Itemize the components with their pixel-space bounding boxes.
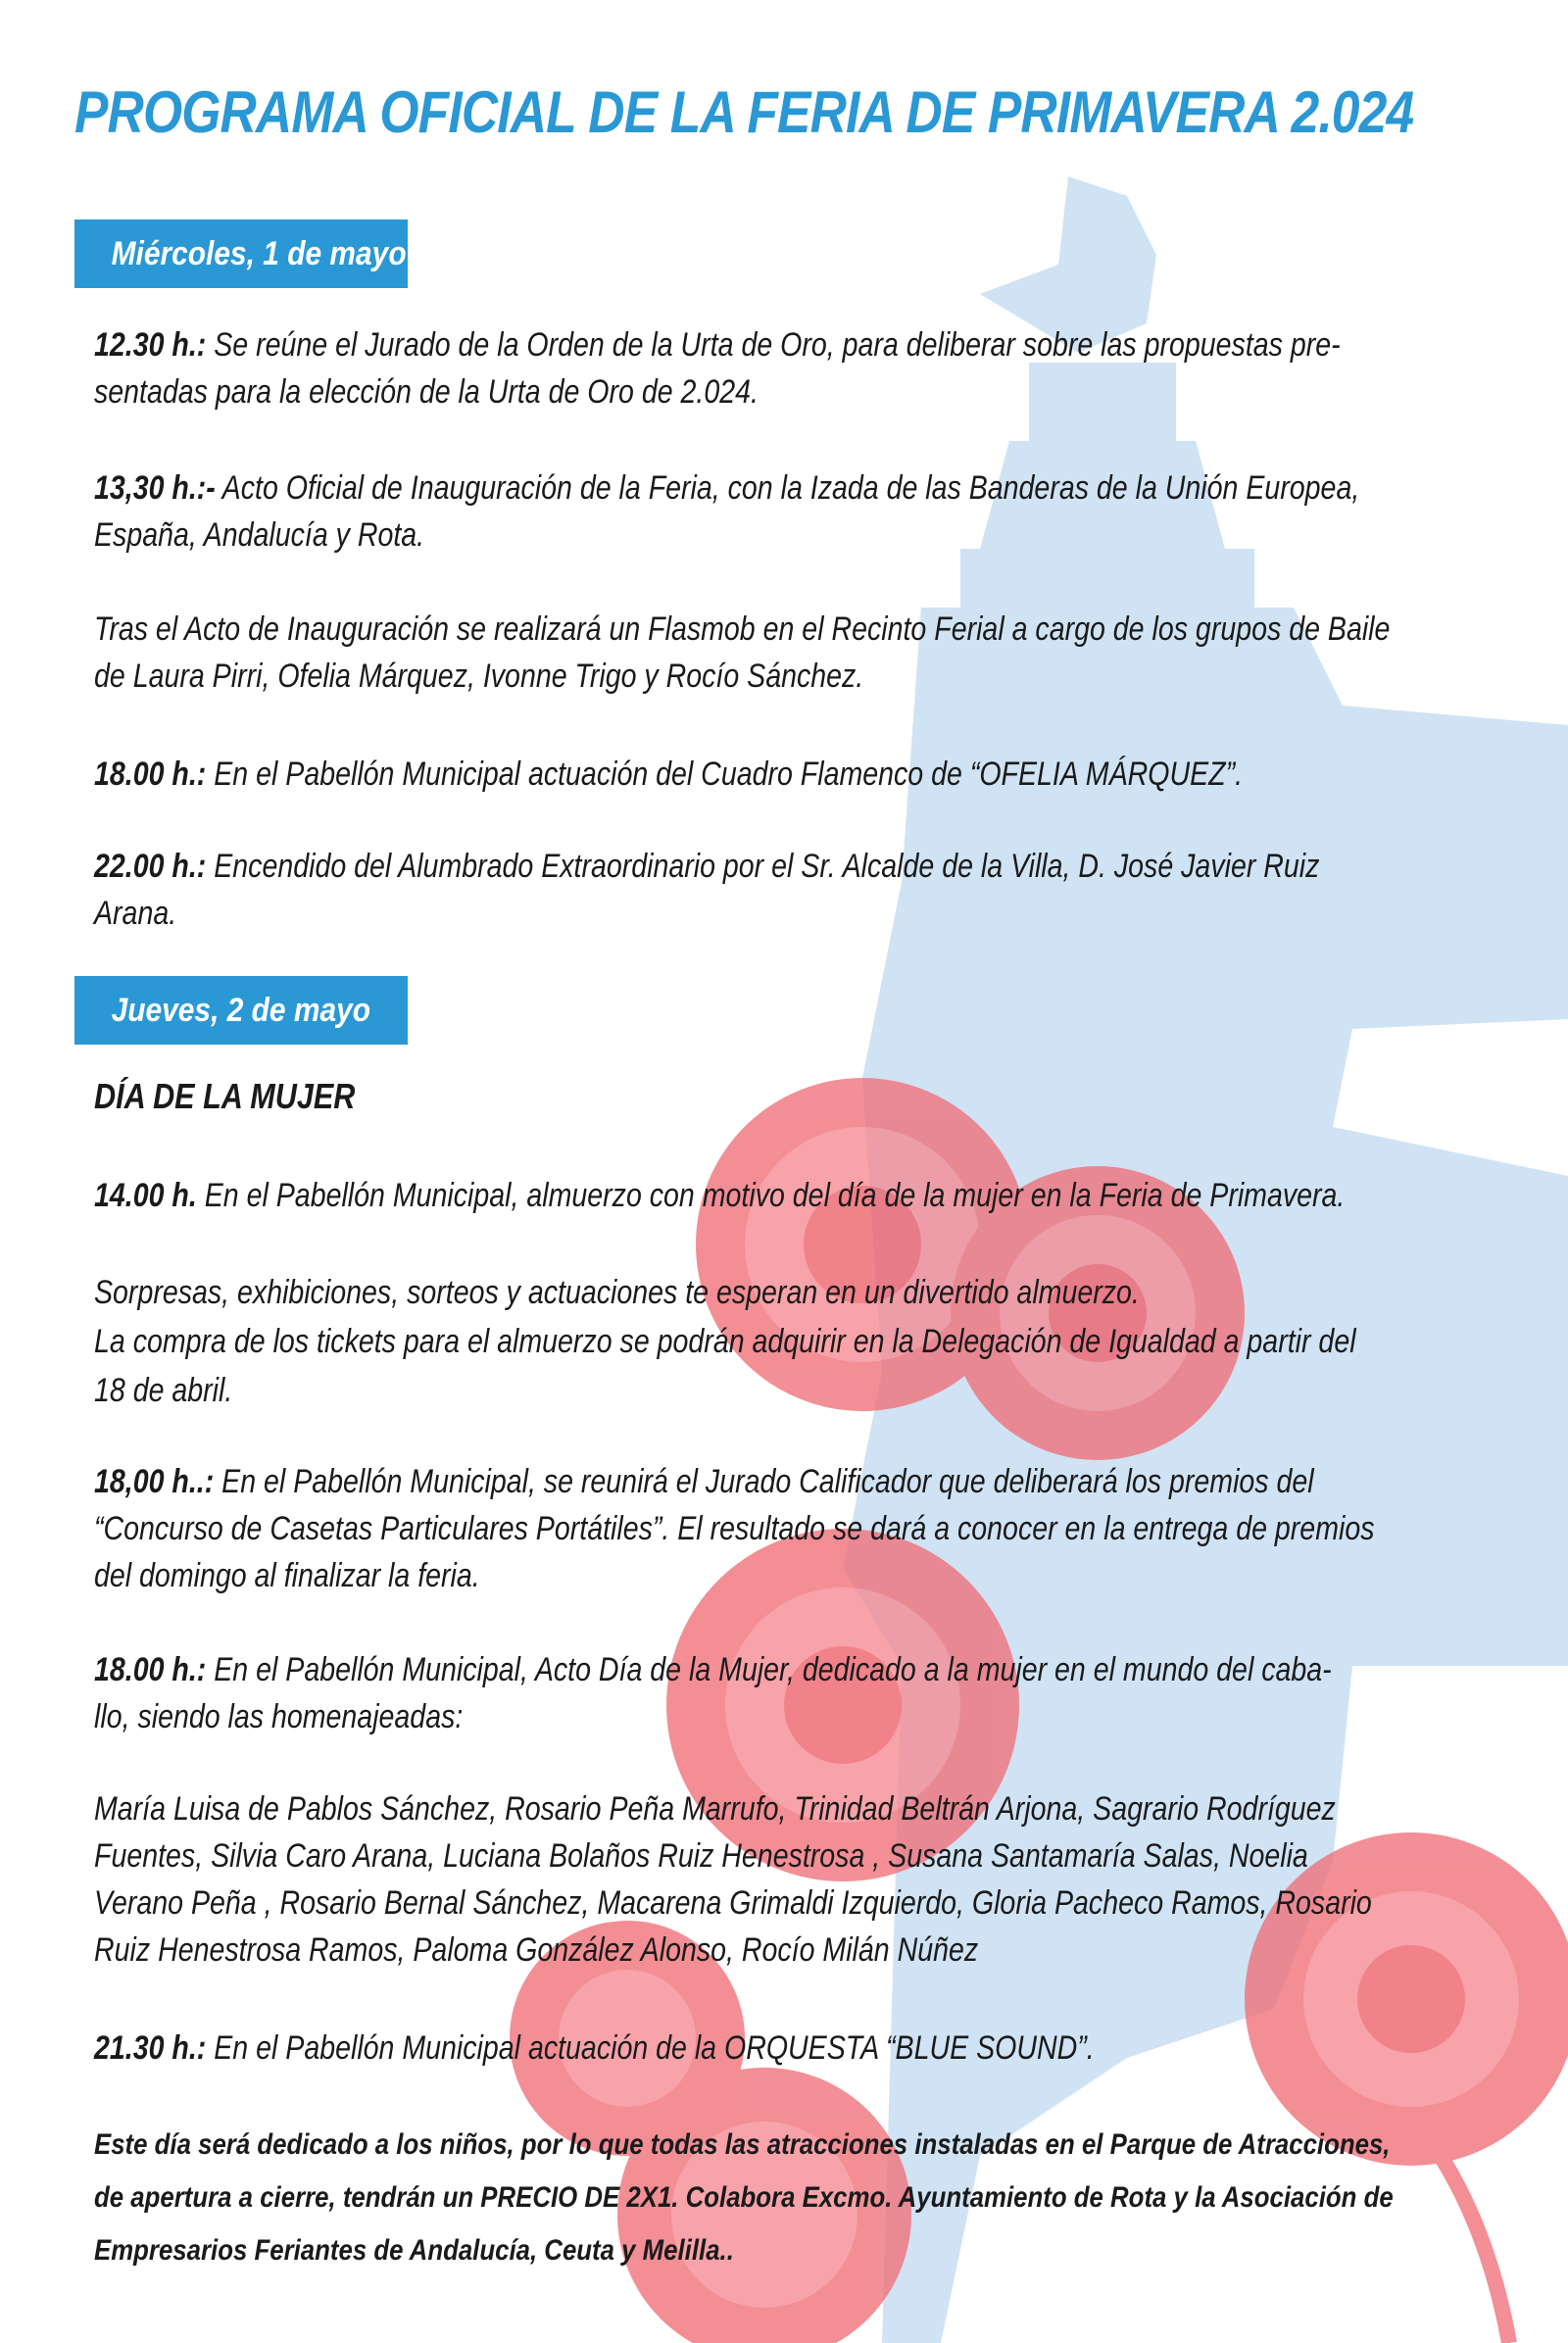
schedule-entry <box>94 1172 1494 1219</box>
entry-text: Ruiz Henestrosa Ramos, Paloma González Alonso, Rocío Milán Núñez <box>94 1931 979 1969</box>
schedule-entry <box>94 1268 1494 1415</box>
note-text: Empresarios Feriantes de Andalucía, Ceuta y Melilla.. <box>94 2234 734 2267</box>
schedule-entry <box>94 843 1494 937</box>
entry-time: 12.30 h.: <box>94 326 207 364</box>
schedule-entry <box>94 321 1494 415</box>
schedule-entry <box>94 751 1494 798</box>
entry-text: Encendido del Alumbrado Extraordinario por el Sr. Alcalde de la Villa, D. José Javier Ruiz <box>214 848 1320 885</box>
schedule-entry <box>94 464 1494 559</box>
entry-text: Fuentes, Silvia Caro Arana, Luciana Bolaños Ruiz Henestrosa , Susana Santamaría Salas, Noelia <box>94 1837 1308 1875</box>
entry-text: En el Pabellón Municipal, Acto Día de la Mujer, dedicado a la mujer en el mundo del caba- <box>214 1651 1332 1688</box>
entry-text: La compra de los tickets para el almuerzo se podrán adquirir en la Delegación de Igualdad a partir del <box>94 1323 1356 1360</box>
page-title: PROGRAMA OFICIAL DE LA FERIA DE PRIMAVERA 2.024 <box>74 79 1414 145</box>
entry-time: 18.00 h.: <box>94 756 207 793</box>
entry-text: llo, siendo las homenajeadas: <box>94 1698 464 1735</box>
entry-text: En el Pabellón Municipal actuación de la ORQUESTA “BLUE SOUND”. <box>214 2029 1095 2067</box>
entry-time: 21.30 h.: <box>94 2029 207 2067</box>
entry-text: En el Pabellón Municipal, se reunirá el Jurado Calificador que deliberará los premios del <box>221 1463 1314 1500</box>
entry-time: 13,30 h.:- <box>94 469 216 507</box>
honorees-list <box>94 1785 1494 1974</box>
entry-text: de Laura Pirri, Ofelia Márquez, Ivonne Trigo y Rocío Sánchez. <box>94 658 864 695</box>
day-badge-thursday: Jueves, 2 de mayo <box>74 976 408 1045</box>
entry-time: 14.00 h. <box>94 1177 197 1214</box>
entry-time: 18,00 h..: <box>94 1463 215 1500</box>
entry-text: Acto Oficial de Inauguración de la Feria, con la Izada de las Banderas de la Unión Europea, <box>221 469 1360 507</box>
children-day-note <box>94 2119 1544 2277</box>
entry-text: España, Andalucía y Rota. <box>94 516 425 554</box>
entry-text: Verano Peña , Rosario Bernal Sánchez, Macarena Grimaldi Izquierdo, Gloria Pacheco Ramos, Rosario <box>94 1884 1372 1922</box>
schedule-entry <box>94 1646 1494 1740</box>
entry-text: En el Pabellón Municipal actuación del Cuadro Flamenco de “OFELIA MÁRQUEZ”. <box>214 756 1244 793</box>
day-badge-wednesday: Miércoles, 1 de mayo <box>74 220 408 288</box>
entry-text: “Concurso de Casetas Particulares Portátiles”. El resultado se dará a conocer en la entrega de premios <box>94 1510 1375 1547</box>
entry-text: Sorpresas, exhibiciones, sorteos y actuaciones te esperan en un divertido almuerzo. <box>94 1274 1140 1311</box>
entry-text: Se reúne el Jurado de la Orden de la Urta de Oro, para deliberar sobre las propuestas pre- <box>214 326 1341 364</box>
section-heading: DÍA DE LA MUJER <box>94 1076 356 1116</box>
entry-text: sentadas para la elección de la Urta de Oro de 2.024. <box>94 373 759 411</box>
entry-time: 18.00 h.: <box>94 1651 207 1688</box>
entry-time: 22.00 h.: <box>94 848 207 885</box>
entry-text: María Luisa de Pablos Sánchez, Rosario Peña Marrufo, Trinidad Beltrán Arjona, Sagrario Rodríguez <box>94 1790 1336 1828</box>
note-text: Este día será dedicado a los niños, por lo que todas las atracciones instaladas en el Parque de Atracciones, <box>94 2128 1391 2161</box>
entry-text: Arana. <box>94 895 177 932</box>
entry-text: En el Pabellón Municipal, almuerzo con motivo del día de la mujer en la Feria de Primavera. <box>204 1177 1346 1214</box>
schedule-entry <box>94 1458 1494 1599</box>
entry-text: Tras el Acto de Inauguración se realizará un Flasmob en el Recinto Ferial a cargo de los grupos de Baile <box>94 610 1391 648</box>
note-text: de apertura a cierre, tendrán un PRECIO DE 2X1. Colabora Excmo. Ayuntamiento de Rota y la Asociación de <box>94 2181 1394 2214</box>
schedule-entry <box>94 2025 1494 2072</box>
entry-text: 18 de abril. <box>94 1372 233 1409</box>
schedule-entry <box>94 606 1494 700</box>
entry-text: del domingo al finalizar la feria. <box>94 1557 480 1594</box>
